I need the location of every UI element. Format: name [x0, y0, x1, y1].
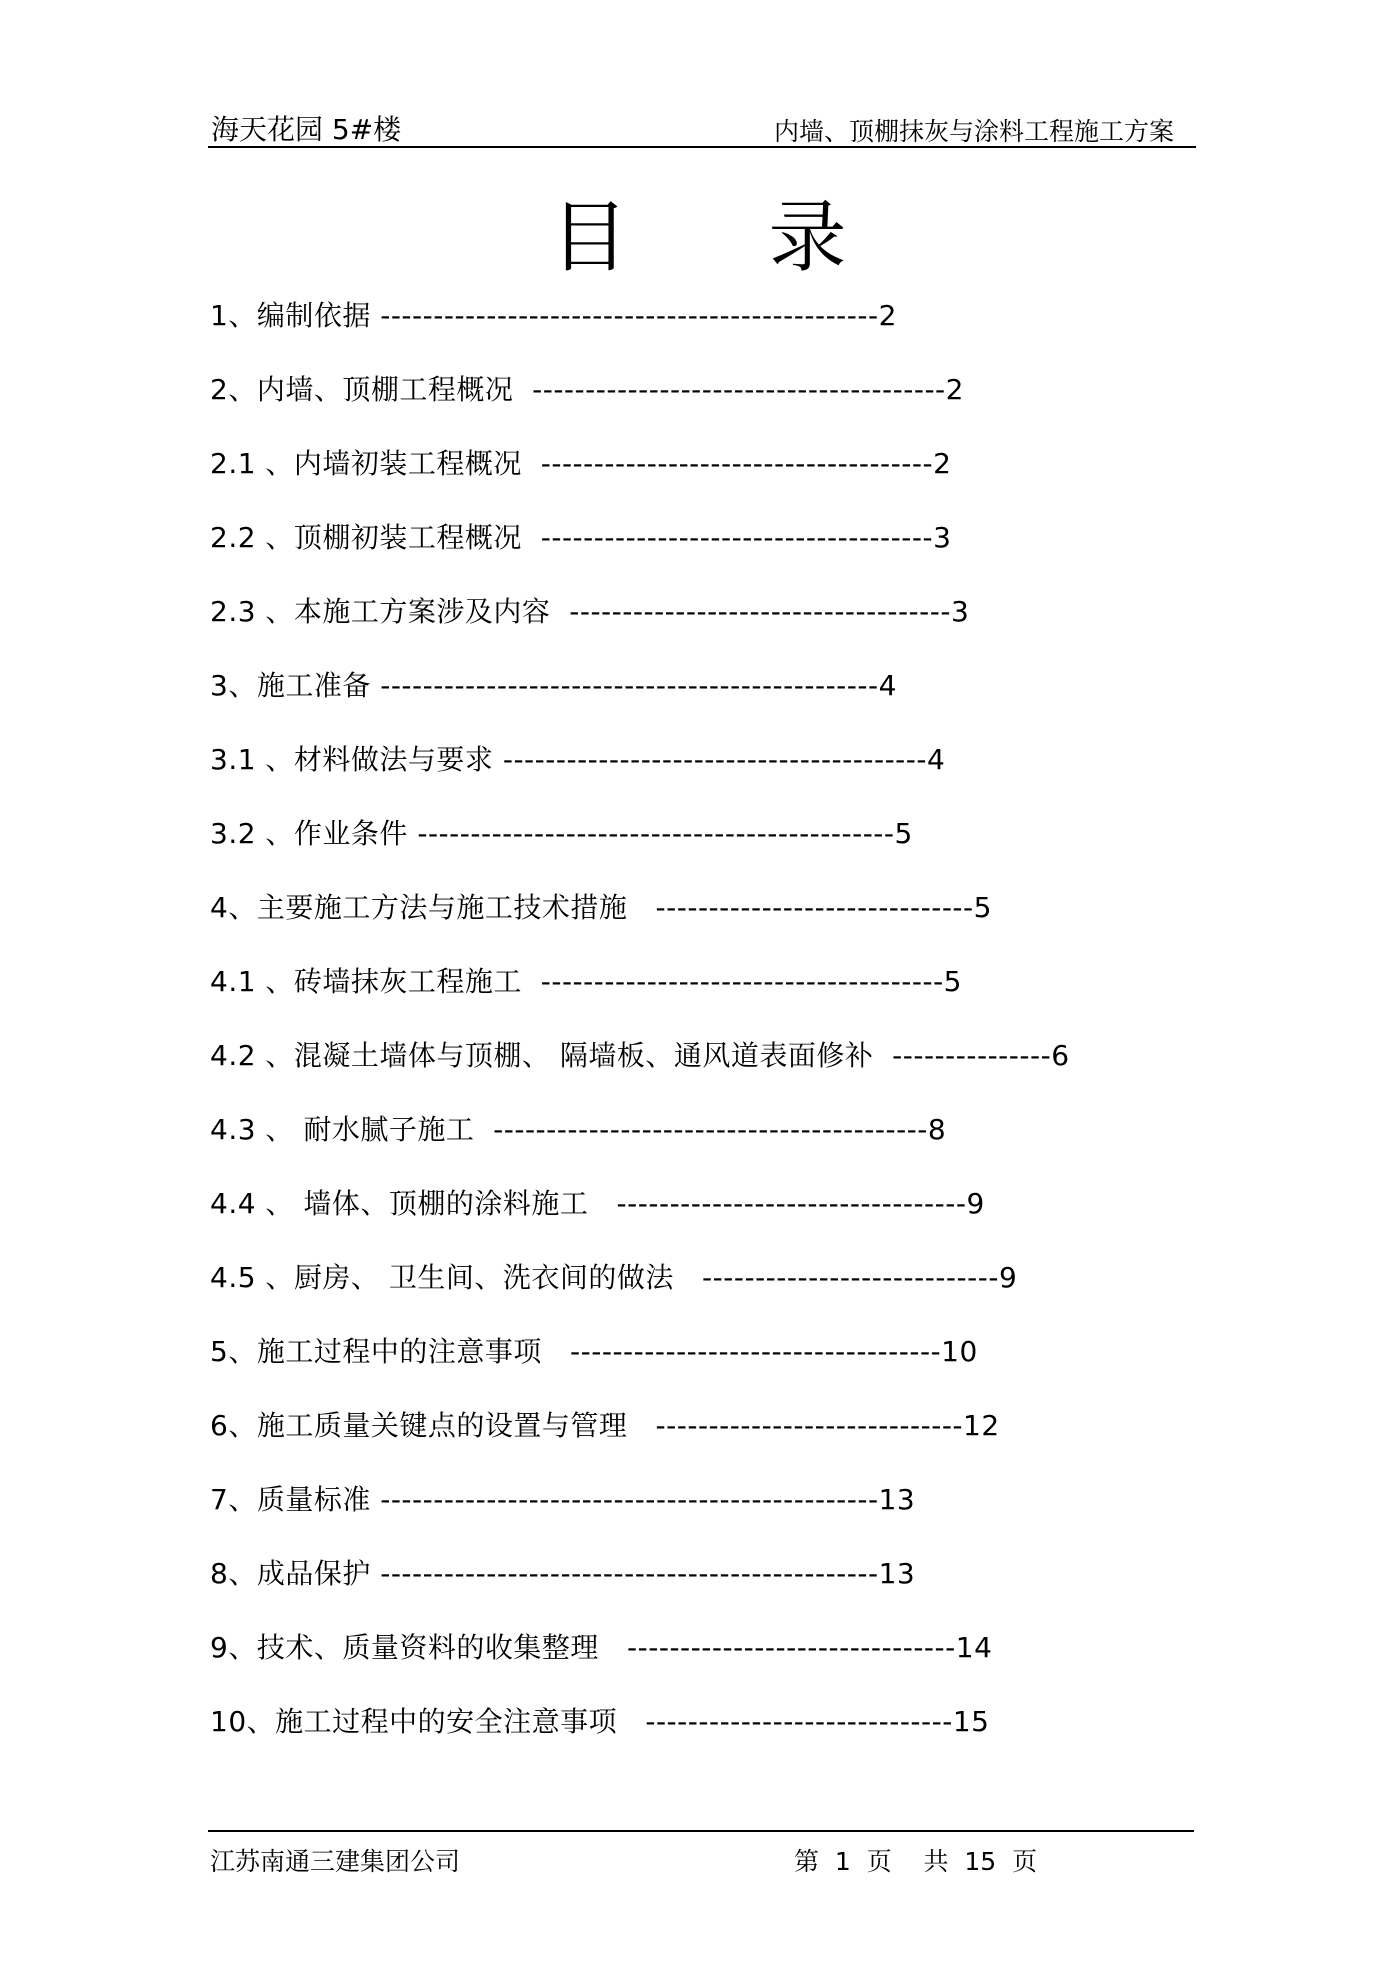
- toc-entry-5[interactable]: [210, 1332, 1170, 1406]
- toc-entry-page: 13: [878, 1557, 916, 1590]
- toc-entry-page: 5: [973, 891, 992, 924]
- toc-entry-page: 6: [1051, 1039, 1070, 1072]
- toc-entry-9[interactable]: [210, 1628, 1170, 1702]
- toc-entry-label: 7、质量标准: [210, 1483, 381, 1516]
- toc-entry-leader: ------------------------------: [655, 891, 974, 924]
- toc-entry-label: 2.1 、内墙初装工程概况: [210, 447, 541, 480]
- toc-entry-label: 3.2 、作业条件: [210, 817, 418, 850]
- toc-entry-leader: ---------------: [892, 1039, 1052, 1072]
- toc-entry-leader: ---------------------------------------------: [417, 817, 895, 850]
- toc-entry-label: 9、技术、质量资料的收集整理: [210, 1631, 628, 1664]
- company-name: 江苏南通三建集团公司: [210, 1847, 461, 1876]
- toc-entry-leader: ------------------------------------: [569, 595, 951, 628]
- toc-entry-label: 4.1 、砖墙抹灰工程施工: [210, 965, 541, 998]
- toc-entry-3-1[interactable]: [210, 740, 1170, 814]
- toc-entry-leader: -------------------------------------: [540, 521, 934, 554]
- toc-entry-page: 5: [894, 817, 913, 850]
- toc-entry-label: 6、施工质量关键点的设置与管理: [210, 1409, 656, 1442]
- toc-entry-label: 5、施工过程中的注意事项: [210, 1335, 571, 1368]
- toc-entry-label: 8、成品保护: [210, 1557, 381, 1590]
- toc-entry-4-2[interactable]: [210, 1036, 1170, 1110]
- toc-entry-leader: --------------------------------------: [540, 965, 944, 998]
- document-title-header: 内墙、顶棚抹灰与涂料工程施工方案: [773, 117, 1174, 146]
- toc-entry-page: 10: [941, 1335, 978, 1368]
- toc-entry-page: 8: [927, 1113, 947, 1146]
- toc-entry-page: 12: [963, 1409, 1000, 1442]
- toc-entry-label: 4.4 、 墙体、顶棚的涂料施工: [210, 1187, 617, 1220]
- toc-entry-page: 13: [878, 1483, 916, 1516]
- toc-entry-2-1[interactable]: [210, 444, 1170, 518]
- toc-entry-page: 4: [878, 669, 897, 702]
- toc-entry-leader: -----------------------------------------------: [380, 299, 879, 332]
- toc-entry-4-5[interactable]: [210, 1258, 1170, 1332]
- toc-entry-label: 4.5 、厨房、 卫生间、洗衣间的做法: [210, 1261, 703, 1294]
- toc-entry-page: 15: [952, 1705, 990, 1738]
- toc-entry-4[interactable]: [210, 888, 1170, 962]
- project-name: 海天花园 5#楼: [211, 113, 402, 146]
- toc-entry-page: 2: [878, 299, 897, 332]
- toc-entry-page: 3: [933, 521, 952, 554]
- toc-entry-leader: -------------------------------: [627, 1631, 956, 1664]
- toc-entry-4-4[interactable]: [210, 1184, 1170, 1258]
- toc-entry-label: 2、内墙、顶棚工程概况: [210, 373, 533, 406]
- toc-entry-3-2[interactable]: [210, 814, 1170, 888]
- toc-entry-label: 4.2 、混凝土墙体与顶棚、 隔墙板、通风道表面修补: [210, 1039, 893, 1072]
- toc-entry-1[interactable]: [210, 296, 1170, 370]
- toc-entry-label: 1、编制依据: [210, 299, 381, 332]
- toc-entry-leader: ---------------------------------------: [532, 373, 946, 406]
- toc-entry-leader: -----------------------------: [655, 1409, 964, 1442]
- toc-entry-label: 3.1 、材料做法与要求: [210, 743, 503, 776]
- toc-entry-leader: ----------------------------: [702, 1261, 999, 1294]
- page-footer: [208, 1830, 1194, 1876]
- page-header: [208, 102, 1196, 148]
- toc-entry-label: 4、主要施工方法与施工技术措施: [210, 891, 656, 924]
- toc-entry-page: 3: [950, 595, 970, 628]
- toc-entry-page: 5: [943, 965, 962, 998]
- toc-entry-page: 14: [955, 1631, 993, 1664]
- page-number: 第 1 页 共 15 页: [794, 1847, 1038, 1876]
- toc-title: 目录: [550, 193, 987, 283]
- toc-entry-page: 2: [933, 447, 952, 480]
- toc-entry-leader: -----------------------------------: [570, 1335, 942, 1368]
- toc-entry-label: 2.3 、本施工方案涉及内容: [210, 595, 570, 628]
- table-of-contents: [210, 296, 1170, 1776]
- toc-entry-8[interactable]: [210, 1554, 1170, 1628]
- toc-entry-3[interactable]: [210, 666, 1170, 740]
- toc-entry-4-3[interactable]: [210, 1110, 1170, 1184]
- toc-entry-page: 9: [966, 1187, 985, 1220]
- toc-entry-2-2[interactable]: [210, 518, 1170, 592]
- toc-entry-leader: ---------------------------------: [616, 1187, 967, 1220]
- toc-entry-label: 10、施工过程中的安全注意事项: [210, 1705, 646, 1738]
- toc-entry-label: 3、施工准备: [210, 669, 381, 702]
- toc-entry-leader: -----------------------------------------------: [380, 1557, 879, 1590]
- toc-entry-leader: -----------------------------: [645, 1705, 953, 1738]
- toc-entry-2-3[interactable]: [210, 592, 1170, 666]
- toc-entry-2[interactable]: [210, 370, 1170, 444]
- toc-entry-leader: -----------------------------------------------: [380, 1483, 879, 1516]
- toc-entry-page: 4: [926, 743, 946, 776]
- toc-entry-6[interactable]: [210, 1406, 1170, 1480]
- toc-entry-leader: -------------------------------------: [540, 447, 934, 480]
- toc-entry-10[interactable]: [210, 1702, 1170, 1776]
- toc-entry-7[interactable]: [210, 1480, 1170, 1554]
- toc-entry-page: 9: [998, 1261, 1018, 1294]
- toc-entry-leader: ----------------------------------------: [502, 743, 927, 776]
- toc-entry-page: 2: [945, 373, 964, 406]
- toc-entry-label: 4.3 、 耐水腻子施工: [210, 1113, 494, 1146]
- toc-entry-leader: -----------------------------------------------: [380, 669, 879, 702]
- toc-entry-label: 2.2 、顶棚初装工程概况: [210, 521, 541, 554]
- toc-entry-4-1[interactable]: [210, 962, 1170, 1036]
- toc-entry-leader: -----------------------------------------: [493, 1113, 928, 1146]
